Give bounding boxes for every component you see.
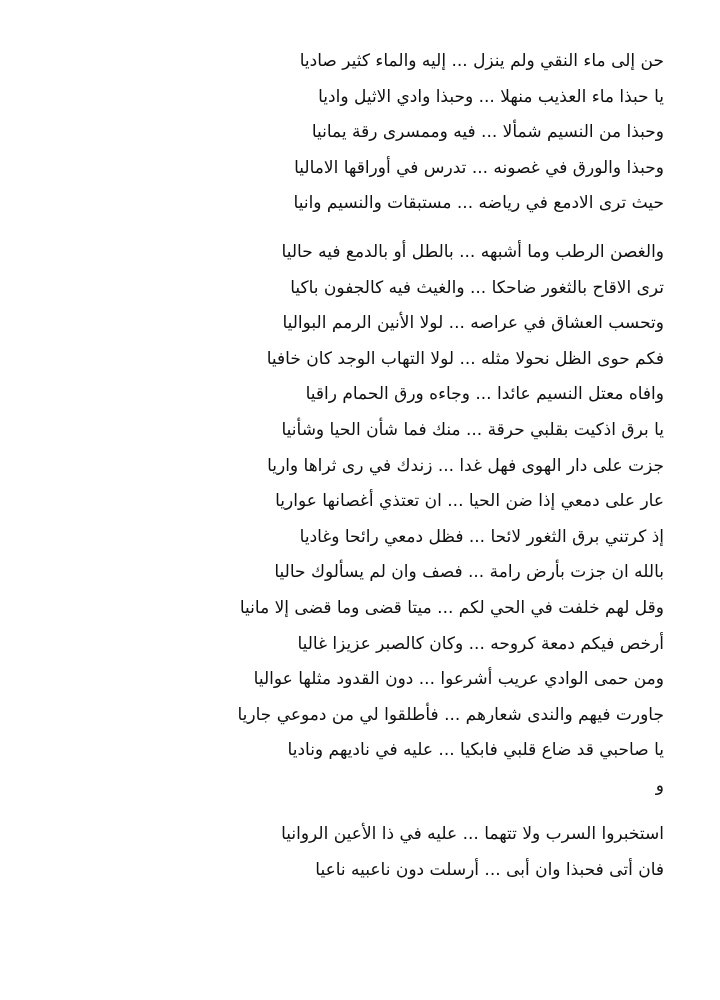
poem-text (44, 44, 664, 889)
stanza-2 (44, 235, 664, 805)
verse-line: فكم حوى الظل نحولا مثله ... لولا التهاب الوجد كان خافيا (266, 348, 664, 369)
verse-line: وحبذا والورق في غصونه ... تدرس في أوراقها الاماليا (294, 157, 664, 178)
verse-line: بالله ان جزت بأرض رامة ... فصف وان لم يسألوك حاليا (274, 562, 664, 583)
verse-line: جاورت فيهم والندى شعارهم ... فأطلقوا لي من دموعي جاريا (237, 704, 664, 725)
verse-line: إذ كرتني برق الثغور لائحا ... فظل دمعي رائحا وغاديا (299, 526, 664, 547)
verse-line: عار على دمعي إذا ضن الحيا ... ان تعتذي أغصانها عواريا (275, 491, 664, 512)
verse-line: والغصن الرطب وما أشبهه ... بالطل أو بالدمع فيه حاليا (281, 241, 664, 262)
verse-line: ترى الاقاح بالثغور ضاحكا ... والغيث فيه كالجفون باكيا (290, 277, 664, 298)
verse-line: وقل لهم خلفت في الحي لكم ... ميتا قضى وما قضى إلا مانيا (239, 597, 664, 618)
verse-line: حن إلى ماء النقي ولم ينزل ... إليه والماء كثير صاديا (299, 51, 664, 71)
verse-line: حيث ترى الادمع في رياضه ... مستبقات والنسيم وانيا (293, 193, 664, 214)
verse-line: استخبروا السرب ولا تتهما ... عليه في ذا الأعين الروانيا (281, 824, 664, 845)
verse-line: وتحسب العشاق في عراصه ... لولا الأنين الرمم البواليا (282, 313, 664, 334)
verse-line: جزت على دار الهوى فهل غدا ... زندك في رى ثراها واريا (267, 455, 664, 476)
stanza-gap (44, 804, 664, 817)
stanza-gap (44, 222, 664, 235)
verse-line: وحبذا من النسيم شمألا ... فيه وممسرى رقة يمانيا (311, 122, 664, 143)
verse-line: يا برق اذكيت بقلبي حرقة ... منك فما شأن الحيا وشأنيا (281, 419, 664, 440)
verse-line: يا حبذا ماء العذيب منهلا ... وحبذا وادي الاثيل واديا (318, 86, 664, 107)
verse-line: أرخص فيكم دمعة كروحه ... وكان كالصبر عزيزا غاليا (297, 633, 664, 654)
verse-line: يا صاحبي قد ضاع قلبي فابكيا ... عليه في ناديهم وناديا (287, 740, 664, 761)
stanza-3 (44, 817, 664, 888)
verse-line: ومن حمى الوادي عريب أشرعوا ... دون القدود مثلها عواليا (253, 669, 664, 690)
verse-line: فان أتى فحبذا وان أبى ... أرسلت دون ناعبيه ناعيا (315, 860, 664, 881)
verse-line: و (655, 775, 664, 796)
stanza-1 (44, 44, 664, 222)
verse-line: وافاه معتل النسيم عائدا ... وجاءه ورق الحمام راقيا (305, 384, 664, 405)
